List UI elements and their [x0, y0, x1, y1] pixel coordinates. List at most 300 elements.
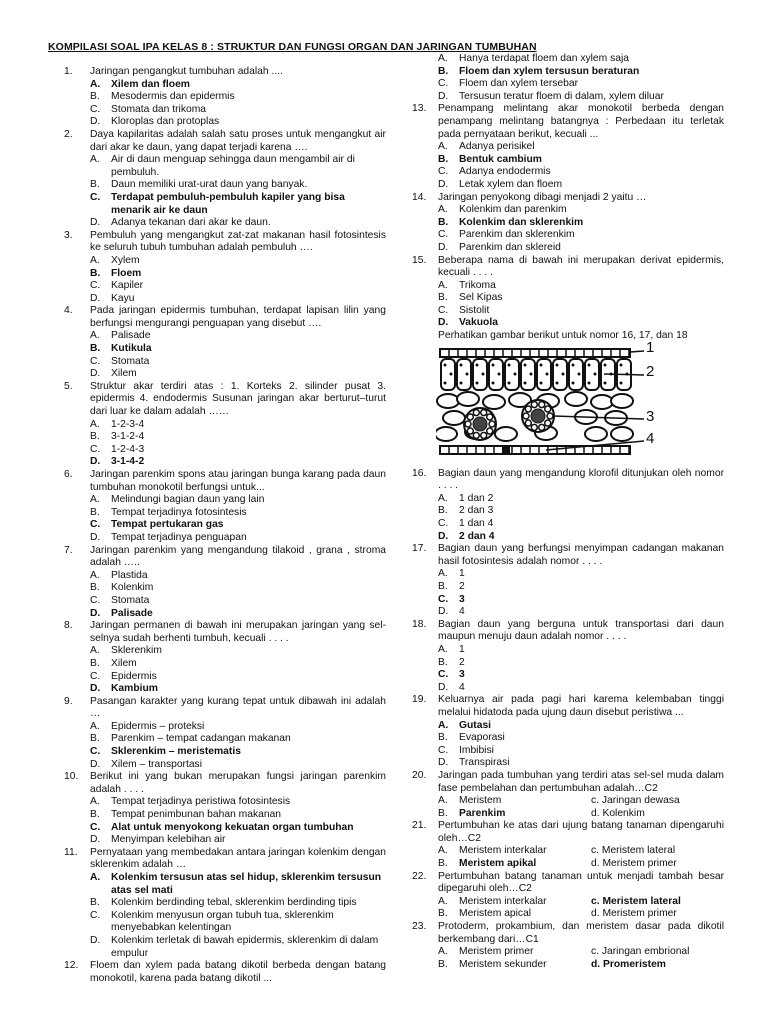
spongy-cell — [443, 411, 465, 425]
answer-option — [64, 733, 386, 746]
option-letter: A. — [438, 845, 448, 857]
q12-options — [412, 53, 724, 103]
answer-option — [64, 645, 386, 658]
answer-option-pair — [412, 858, 724, 871]
question-item — [412, 921, 724, 946]
option-text: Vakuola — [459, 317, 498, 329]
chloroplast — [556, 381, 559, 384]
question-item — [64, 620, 386, 645]
questions-20-23 — [412, 770, 724, 972]
option-letter: A. — [438, 946, 448, 958]
option-text: d. Promeristem — [591, 958, 666, 970]
option-text: Daun memiliki urat-urat daun yang banyak. — [111, 179, 308, 191]
option-text: Hanya terdapat floem dan xylem saja — [459, 53, 629, 64]
option-text: Epidermis — [111, 670, 157, 682]
question-number: 8. — [64, 620, 73, 632]
chloroplast — [588, 381, 591, 384]
palisade-cell — [441, 359, 455, 390]
option-text: Kayu — [111, 292, 135, 304]
option-letter: B. — [438, 656, 448, 668]
sheath-cell — [473, 409, 479, 415]
answer-option — [64, 343, 386, 356]
leaf-cross-section-figure — [436, 338, 736, 464]
option-text: Floem dan xylem tersebar — [459, 78, 579, 90]
answer-option — [64, 104, 386, 117]
answer-option — [412, 581, 724, 594]
answer-option — [64, 658, 386, 671]
option-letter: A. — [438, 568, 448, 580]
chloroplast — [460, 363, 463, 366]
chloroplast — [572, 363, 575, 366]
answer-option — [64, 671, 386, 684]
option-text: Trikoma — [459, 279, 496, 291]
question-number: 3. — [64, 229, 73, 241]
option-letter: B. — [90, 91, 100, 103]
option-letter: A. — [90, 494, 100, 506]
option-letter: B. — [438, 732, 448, 744]
option-letter: A. — [438, 643, 448, 655]
option-text: Kolenkim menyusun organ tubuh tua, sklerenkim menyebabkan kelentingan — [111, 909, 334, 934]
option-text: 3-1-2-4 — [111, 431, 145, 443]
chloroplast — [524, 363, 527, 366]
figure-label-4: 4 — [646, 429, 655, 447]
option-letter: A. — [90, 569, 100, 581]
answer-option — [64, 834, 386, 847]
page-title: KOMPILASI SOAL IPA KELAS 8 : STRUKTUR DAN FUNGSI ORGAN DAN JARINGAN TUMBUHAN — [48, 41, 537, 53]
answer-option — [64, 796, 386, 809]
option-letter: A. — [90, 872, 101, 883]
question-item — [412, 468, 724, 493]
sheath-cell — [465, 421, 471, 427]
question-stem: Pertumbuhan ke atas dari ujung batang tanaman dipengaruhi oleh…C2 — [438, 820, 724, 844]
option-letter: B. — [438, 581, 448, 592]
answer-option-pair — [412, 845, 724, 858]
question-item — [64, 847, 386, 872]
sheath-cell — [481, 409, 487, 415]
option-text: 3 — [459, 593, 465, 605]
spongy-cell — [611, 427, 633, 441]
answer-option — [64, 419, 386, 432]
question-stem: Daya kapilaritas adalah salah satu proses untuk mengangkut air dari akar ke daun, yang dapat terjadi karena …. — [90, 128, 386, 153]
option-text: Kolenkim berdinding tebal, sklerenkim berdinding tipis — [111, 897, 357, 909]
option-letter: C. — [90, 280, 101, 292]
sheath-cell — [467, 428, 473, 434]
sheath-cell — [487, 428, 493, 434]
sheath-cell — [525, 406, 531, 412]
option-letter: D. — [438, 606, 449, 618]
pointer-line-3 — [554, 416, 644, 419]
question-number: 20. — [412, 769, 427, 781]
answer-option — [412, 66, 724, 79]
answer-option — [64, 582, 386, 595]
figure-label-1: 1 — [646, 338, 655, 356]
option-letter: D. — [90, 456, 101, 468]
option-letter: B. — [90, 431, 100, 443]
answer-option — [412, 166, 724, 179]
option-text: Xilem — [111, 657, 137, 669]
answer-option — [64, 356, 386, 369]
palisade-cell — [553, 359, 567, 390]
answer-option — [64, 809, 386, 822]
question-item — [412, 871, 724, 896]
answer-option — [64, 746, 386, 759]
chloroplast — [562, 372, 565, 375]
option-letter: C. — [438, 229, 449, 241]
answer-option — [64, 822, 386, 835]
answer-option — [64, 154, 386, 179]
chloroplast — [492, 363, 495, 366]
option-letter: D. — [438, 530, 449, 542]
question-stem: Penampang melintang akar monokotil berbeda dengan penampang melintang batangnya : Perbedaan itu terletak pada pernyataan berikut, kecuali ... — [438, 103, 724, 140]
option-text: Air di daun menguap sehingga daun mengambil air di pembuluh. — [111, 154, 355, 178]
answer-option — [412, 53, 724, 66]
option-text: Evaporasi — [459, 732, 505, 744]
option-letter: B. — [90, 733, 100, 745]
chloroplast — [578, 372, 581, 375]
palisade-cell — [457, 359, 471, 390]
answer-option — [64, 456, 386, 469]
answer-option — [64, 570, 386, 583]
palisade-cell — [569, 359, 583, 390]
answer-option — [412, 518, 724, 531]
option-text: Meristem apical — [459, 908, 532, 920]
option-text: Gutasi — [459, 719, 492, 731]
question-number: 1. — [64, 66, 73, 77]
answer-option — [412, 317, 724, 330]
vascular-bundle-xylem — [473, 417, 487, 431]
figure-label-2: 2 — [646, 362, 655, 380]
option-text: Xylem — [111, 254, 140, 266]
leaf-diagram — [436, 346, 736, 464]
chloroplast — [444, 363, 447, 366]
option-text: Kolenkim dan parenkim — [459, 204, 567, 216]
option-letter: B. — [438, 292, 448, 304]
sheath-cell — [547, 413, 553, 419]
option-letter: C. — [90, 746, 101, 758]
answer-option — [64, 759, 386, 772]
option-text: Parenkim dan sklereid — [459, 241, 561, 253]
answer-option — [412, 644, 724, 657]
option-letter: A. — [438, 141, 448, 153]
chloroplast — [508, 363, 511, 366]
option-letter: C. — [90, 519, 101, 531]
answer-option — [412, 493, 724, 506]
option-text: Xilem – transportasi — [111, 758, 202, 770]
answer-option — [412, 505, 724, 518]
question-stem: Jaringan permanen di bawah ini merupakan jaringan yang sel-selnya sudah berhenti tumbuh, kecuali . . . . — [90, 620, 386, 644]
option-text: Adanya endodermis — [459, 166, 551, 178]
chloroplast — [476, 381, 479, 384]
answer-option — [412, 292, 724, 305]
answer-option — [412, 229, 724, 242]
option-letter: C. — [90, 355, 101, 367]
answer-option — [64, 255, 386, 268]
option-text: Kolenkim terletak di bawah epidermis, sklerenkim di dalam empulur — [111, 934, 379, 959]
questions-13-15 — [412, 103, 724, 330]
chloroplast — [524, 381, 527, 384]
option-letter: A. — [438, 895, 448, 907]
chloroplast — [466, 372, 469, 375]
option-letter: D. — [438, 90, 449, 102]
option-letter: A. — [90, 418, 100, 430]
option-letter: A. — [438, 204, 448, 216]
sheath-cell — [467, 414, 473, 420]
question-number: 14. — [412, 191, 427, 203]
option-text: 1 — [459, 643, 465, 655]
answer-option — [412, 280, 724, 293]
answer-option-pair — [412, 795, 724, 808]
option-letter: D. — [438, 757, 449, 769]
answer-option — [412, 669, 724, 682]
question-stem: Floem dan xylem pada batang dikotil berbeda dengan batang monokotil, karena pada batang dikotil ... — [90, 960, 386, 984]
option-text: c. Meristem lateral — [591, 845, 676, 857]
option-text: 1 — [459, 568, 465, 580]
option-letter: B. — [438, 153, 449, 165]
option-text: Bentuk cambium — [459, 153, 542, 165]
option-text: Palisade — [111, 330, 151, 342]
question-stem: Bagian daun yang berguna untuk transportasi dari daun maupun menuju daun adalah nomor . . . . — [438, 618, 724, 643]
chloroplast — [530, 372, 533, 375]
option-letter: A. — [438, 53, 448, 64]
option-text: Tempat penimbunan bahan makanan — [111, 809, 282, 821]
option-letter: C. — [438, 518, 449, 530]
spongy-cell — [457, 392, 479, 406]
sheath-cell — [473, 432, 479, 438]
answer-option — [64, 532, 386, 545]
question-stem: Jaringan parenkim yang mengandung tilakoid , grana , stroma adalah ….. — [90, 544, 386, 569]
answer-option — [64, 721, 386, 734]
option-text: Floem — [111, 267, 142, 279]
answer-option — [412, 91, 724, 104]
question-item — [64, 545, 386, 570]
answer-option — [64, 431, 386, 444]
answer-option — [64, 91, 386, 104]
question-number: 17. — [412, 543, 427, 555]
option-letter: C. — [90, 594, 101, 606]
answer-option — [412, 745, 724, 758]
answer-option — [412, 154, 724, 167]
option-letter: A. — [438, 795, 448, 807]
option-text: Plastida — [111, 569, 148, 581]
option-letter: B. — [90, 267, 101, 279]
option-text: Sel Kipas — [459, 292, 503, 304]
option-letter: D. — [90, 758, 101, 770]
option-letter: A. — [90, 78, 101, 90]
left-column — [64, 66, 386, 985]
answer-option — [64, 608, 386, 621]
question-item — [412, 619, 724, 644]
option-text: d. Meristem primer — [591, 908, 677, 920]
sheath-cell — [531, 401, 537, 407]
question-number: 13. — [412, 103, 427, 115]
option-letter: A. — [90, 645, 100, 657]
question-item — [412, 192, 724, 205]
chloroplast — [514, 372, 517, 375]
answer-option — [412, 720, 724, 733]
option-text: Tersusun teratur floem di dalam, xylem diluar — [459, 90, 664, 102]
option-letter: B. — [438, 908, 448, 920]
question-item — [412, 770, 724, 795]
option-text: Meristem sekunder — [459, 958, 547, 970]
question-number: 19. — [412, 694, 427, 706]
sheath-cell — [545, 406, 551, 412]
question-stem: Pertumbuhan batang tanaman untuk menjadi tambah besar dipegaruhi oleh…C2 — [438, 870, 724, 895]
option-text: Tempat terjadinya penguapan — [111, 531, 247, 543]
option-text: Meristem interkalar — [459, 845, 547, 857]
question-item — [64, 960, 386, 985]
option-letter: D. — [90, 116, 101, 128]
question-number: 10. — [64, 771, 79, 783]
sheath-cell — [489, 421, 495, 427]
answer-option — [64, 116, 386, 129]
answer-option — [64, 268, 386, 281]
option-letter: D. — [90, 834, 101, 846]
question-stem: Jaringan pengangkut tumbuhan adalah .... — [90, 66, 283, 77]
option-letter: D. — [90, 683, 101, 695]
question-stem: Protoderm, prokambium, dan meristem dasar pada dikotil berkembang dari…C1 — [438, 921, 724, 945]
answer-option — [64, 330, 386, 343]
chloroplast — [482, 372, 485, 375]
option-letter: B. — [438, 216, 449, 228]
chloroplast — [444, 381, 447, 384]
option-text: Stomata — [111, 355, 150, 367]
answer-option-pair — [412, 896, 724, 909]
option-text: Xilem dan floem — [111, 78, 190, 90]
option-text: Meristem primer — [459, 946, 534, 958]
option-letter: C. — [90, 443, 101, 455]
question-stem: Bagian daun yang mengandung klorofil ditunjukan oleh nomor . . . . — [438, 467, 724, 492]
chloroplast — [556, 363, 559, 366]
option-letter: D. — [438, 681, 449, 693]
answer-option — [64, 444, 386, 457]
option-letter: A. — [90, 254, 100, 266]
question-item — [412, 103, 724, 141]
option-text: d. Meristem primer — [591, 858, 677, 870]
stoma — [502, 446, 510, 454]
option-text: 4 — [459, 681, 465, 693]
option-text: Sklerenkim – meristematis — [111, 746, 241, 758]
palisade-cell — [489, 359, 503, 390]
option-letter: C. — [438, 593, 449, 605]
option-text: Adanya perisikel — [459, 141, 535, 153]
chloroplast — [604, 381, 607, 384]
question-number: 9. — [64, 695, 73, 707]
answer-option — [412, 242, 724, 255]
option-text: Adanya tekanan dari akar ke daun. — [111, 217, 271, 229]
answer-option — [64, 280, 386, 293]
option-letter: C. — [90, 191, 101, 203]
option-text: Parenkim — [459, 807, 506, 819]
question-item — [64, 696, 386, 721]
option-text: c. Meristem lateral — [591, 895, 681, 907]
option-text: Transpirasi — [459, 757, 510, 769]
option-text: Kambium — [111, 683, 158, 695]
option-letter: C. — [438, 669, 449, 681]
question-stem: Struktur akar terdiri atas : 1. Korteks 2. silinder pusat 3. epidermis 4. endodermis Susunan jaringan akar berturut–turut dari luar ke dalam adalah …… — [90, 380, 386, 418]
option-text: Sistolit — [459, 304, 490, 316]
chloroplast — [540, 381, 543, 384]
pointer-line-1 — [630, 351, 644, 352]
option-letter: B. — [438, 858, 448, 870]
option-letter: D. — [90, 292, 101, 304]
option-letter: D. — [90, 531, 101, 543]
option-text: d. Kolenkim — [591, 807, 645, 819]
spongy-cell — [483, 395, 505, 409]
question-number: 18. — [412, 618, 427, 630]
question-number: 4. — [64, 305, 73, 317]
right-column — [412, 53, 724, 971]
option-letter: C. — [90, 821, 101, 833]
chloroplast — [620, 363, 623, 366]
pointer-line-2 — [604, 374, 644, 375]
answer-option-pair — [412, 908, 724, 921]
chloroplast — [620, 381, 623, 384]
question-stem: Jaringan pada tumbuhan yang terdiri atas sel-sel muda dalam fase pembelahan dan pertumbuhan adalah…C2 — [438, 769, 724, 794]
spongy-cell — [591, 395, 613, 409]
question-number: 11. — [64, 846, 78, 858]
spongy-cell — [611, 394, 633, 408]
answer-option — [412, 217, 724, 230]
option-letter: B. — [90, 506, 100, 518]
answer-option — [412, 179, 724, 192]
answer-option — [412, 757, 724, 770]
chloroplast — [498, 372, 501, 375]
answer-option — [412, 606, 724, 619]
option-text: Letak xylem dan floem — [459, 178, 563, 190]
question-number: 2. — [64, 128, 73, 140]
palisade-cell — [505, 359, 519, 390]
vascular-bundle-phloem — [531, 409, 545, 423]
option-letter: D. — [438, 241, 449, 253]
answer-option — [64, 192, 386, 217]
answer-option-pair — [412, 808, 724, 821]
option-letter: B. — [438, 505, 448, 517]
question-stem: Jaringan penyokong dibagi menjadi 2 yaitu … — [438, 191, 647, 203]
answer-option — [412, 78, 724, 91]
option-text: Tempat terjadinya peristiwa fotosintesis — [111, 796, 291, 808]
option-letter: B. — [90, 179, 100, 191]
option-text: Menyimpan kelebihan air — [111, 834, 226, 846]
option-letter: D. — [90, 607, 101, 619]
option-letter: C. — [90, 909, 101, 921]
option-text: Kolenkim tersusun atas sel hidup, sklerenkim tersusun atas sel mati — [111, 872, 382, 896]
option-text: Stomata dan trikoma — [111, 103, 207, 115]
answer-option — [412, 732, 724, 745]
answer-option — [412, 682, 724, 695]
sheath-cell — [523, 413, 529, 419]
option-text: 1-2-4-3 — [111, 443, 145, 455]
sheath-cell — [539, 424, 545, 430]
question-number: 15. — [412, 254, 427, 266]
question-item — [64, 381, 386, 419]
option-letter: B. — [438, 65, 449, 77]
answer-option — [412, 141, 724, 154]
answer-option — [64, 683, 386, 696]
chloroplast — [476, 363, 479, 366]
palisade-cell — [473, 359, 487, 390]
option-text: Floem dan xylem tersusun beraturan — [459, 65, 640, 77]
question-number: 22. — [412, 870, 427, 882]
option-text: Kapiler — [111, 280, 144, 292]
question-stem: Jaringan parenkim spons atau jaringan bunga karang pada daun tumbuhan monokotil berfungsi untuk... — [90, 469, 386, 493]
option-text: Alat untuk menyokong kekuatan organ tumbuhan — [111, 821, 354, 833]
chloroplast — [450, 372, 453, 375]
question-number: 5. — [64, 380, 73, 392]
option-letter: D. — [90, 217, 101, 229]
option-letter: A. — [438, 279, 448, 291]
option-letter: B. — [90, 343, 101, 355]
option-letter: C. — [438, 304, 449, 316]
